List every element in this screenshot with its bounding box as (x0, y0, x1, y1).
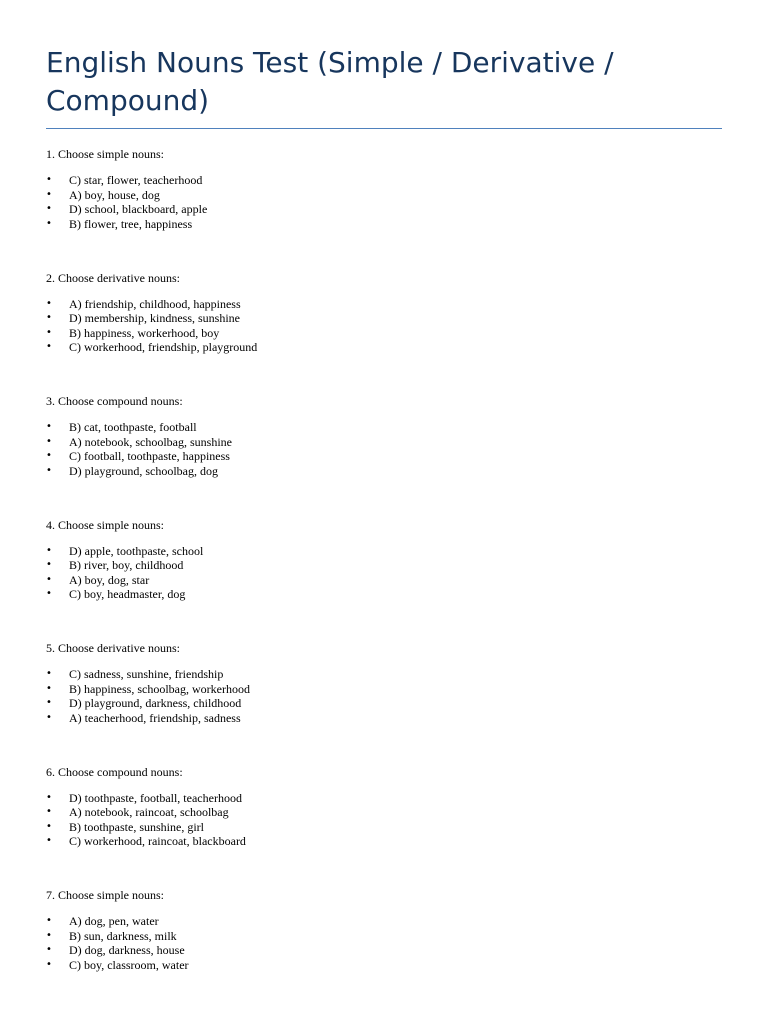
bullet-icon: • (46, 326, 52, 338)
option-item (46, 340, 722, 355)
question-6 (46, 765, 722, 889)
bullet-icon: • (46, 341, 52, 353)
question-4 (46, 518, 722, 642)
bullet-icon: • (46, 559, 52, 571)
option-text: A) boy, house, dog (69, 187, 160, 202)
option-item (46, 791, 722, 806)
option-item (46, 202, 722, 217)
option-text: C) workerhood, friendship, playground (69, 340, 258, 355)
bullet-icon: • (46, 435, 52, 447)
bullet-icon: • (46, 544, 52, 556)
bullet-icon: • (46, 806, 52, 818)
bullet-icon: • (46, 944, 52, 956)
bullet-icon: • (46, 835, 52, 847)
option-item (46, 326, 722, 341)
option-text: B) river, boy, childhood (69, 558, 184, 573)
question-1 (46, 147, 722, 271)
option-text: A) dog, pen, water (69, 914, 159, 928)
bullet-icon: • (46, 697, 52, 709)
document-title: English Nouns Test (Simple / Derivative / Compound) (46, 44, 722, 129)
option-text: C) boy, headmaster, dog (69, 587, 186, 602)
option-text: D) toothpaste, football, teacherhood (69, 790, 242, 805)
option-item (46, 711, 722, 726)
option-text: D) membership, kindness, sunshine (69, 311, 240, 326)
option-item (46, 544, 722, 559)
question-2 (46, 271, 722, 395)
question-5 (46, 641, 722, 765)
option-item (46, 297, 722, 312)
option-list (46, 791, 722, 849)
bullet-icon: • (46, 217, 52, 229)
option-item (46, 914, 722, 929)
bullet-icon: • (46, 958, 52, 970)
option-list (46, 914, 722, 972)
bullet-icon: • (46, 588, 52, 600)
bullet-icon: • (46, 203, 52, 215)
option-text: A) boy, dog, star (69, 572, 150, 587)
option-text: A) notebook, raincoat, schoolbag (69, 805, 229, 820)
option-item (46, 420, 722, 435)
bullet-icon: • (46, 929, 52, 941)
bullet-icon: • (46, 174, 52, 185)
option-item (46, 958, 722, 973)
option-text: D) apple, toothpaste, school (69, 543, 204, 558)
question-prompt: 1. Choose simple nouns: (46, 147, 165, 161)
question-prompt: 4. Choose simple nouns: (46, 517, 165, 532)
option-text: D) school, blackboard, apple (69, 202, 208, 217)
bullet-icon: • (46, 421, 52, 432)
question-prompt: 2. Choose derivative nouns: (46, 270, 180, 285)
question-list (46, 147, 722, 1012)
bullet-icon: • (46, 682, 52, 694)
option-item (46, 667, 722, 682)
option-item (46, 558, 722, 573)
bullet-icon: • (46, 711, 52, 723)
option-text: D) dog, darkness, house (69, 943, 185, 958)
bullet-icon: • (46, 312, 52, 324)
option-item (46, 587, 722, 602)
option-list (46, 173, 722, 231)
option-text: B) happiness, schoolbag, workerhood (69, 681, 250, 696)
option-item (46, 573, 722, 588)
option-item (46, 805, 722, 820)
option-item (46, 834, 722, 849)
bullet-icon: • (46, 791, 52, 803)
question-prompt: 3. Choose compound nouns: (46, 394, 183, 408)
option-text: D) playground, schoolbag, dog (69, 463, 218, 478)
option-item (46, 311, 722, 326)
option-text: A) friendship, childhood, happiness (69, 296, 241, 311)
option-item (46, 696, 722, 711)
document-page (46, 44, 722, 1012)
option-item (46, 682, 722, 697)
option-text: C) star, flower, teacherhood (69, 173, 203, 187)
option-text: A) notebook, schoolbag, sunshine (69, 434, 232, 449)
question-prompt: 7. Choose simple nouns: (46, 888, 165, 902)
option-item (46, 820, 722, 835)
option-list (46, 544, 722, 602)
bullet-icon: • (46, 668, 52, 679)
option-item (46, 173, 722, 188)
option-text: B) sun, darkness, milk (69, 928, 177, 943)
bullet-icon: • (46, 450, 52, 462)
option-item (46, 449, 722, 464)
question-7 (46, 888, 722, 1012)
option-text: B) happiness, workerhood, boy (69, 325, 220, 340)
option-item (46, 929, 722, 944)
bullet-icon: • (46, 820, 52, 832)
option-text: C) sadness, sunshine, friendship (69, 667, 224, 681)
option-text: B) toothpaste, sunshine, girl (69, 819, 204, 834)
bullet-icon: • (46, 915, 52, 926)
bullet-icon: • (46, 188, 52, 200)
option-text: A) teacherhood, friendship, sadness (69, 710, 241, 725)
option-list (46, 420, 722, 478)
option-text: B) cat, toothpaste, football (69, 420, 197, 434)
option-item (46, 188, 722, 203)
option-item (46, 464, 722, 479)
bullet-icon: • (46, 464, 52, 476)
option-text: B) flower, tree, happiness (69, 216, 193, 231)
option-text: C) workerhood, raincoat, blackboard (69, 834, 246, 849)
option-text: C) boy, classroom, water (69, 957, 189, 972)
question-3 (46, 394, 722, 518)
option-list (46, 667, 722, 725)
option-text: D) playground, darkness, childhood (69, 696, 242, 711)
option-list (46, 297, 722, 355)
question-prompt: 5. Choose derivative nouns: (46, 641, 180, 655)
question-prompt: 6. Choose compound nouns: (46, 764, 183, 779)
option-item (46, 435, 722, 450)
bullet-icon: • (46, 573, 52, 585)
option-item (46, 217, 722, 232)
bullet-icon: • (46, 297, 52, 309)
option-text: C) football, toothpaste, happiness (69, 449, 230, 464)
option-item (46, 943, 722, 958)
